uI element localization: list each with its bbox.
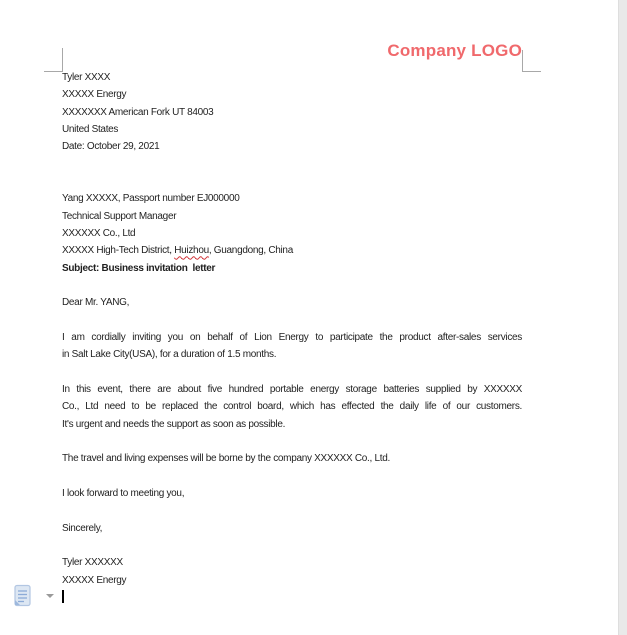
letter-line: The travel and living expenses will be borne by the company XXXXXX Co., Ltd. <box>62 453 390 465</box>
letter-line: In this event, there are about five hundred portable energy storage batteries supplied by XXXXXX <box>62 383 522 395</box>
letter-line: XXXXX High-Tech District, Huizhou, Guangdong, China <box>62 245 293 257</box>
letter-line: Tyler XXXXXX <box>62 557 123 569</box>
letter-line: I am cordially inviting you on behalf of Lion Energy to participate the product after-sales services <box>62 331 522 343</box>
letter-line: XXXXX Energy <box>62 89 127 101</box>
letter-line <box>62 277 522 294</box>
margin-crop-mark-top-left <box>44 48 63 72</box>
letter-line: XXXXXX Co., Ltd <box>62 227 136 239</box>
chevron-down-icon <box>46 594 54 598</box>
letter-line: United States <box>62 123 119 135</box>
document-icon <box>13 584 35 608</box>
paste-options-button[interactable] <box>13 584 55 610</box>
text-cursor <box>62 590 64 603</box>
letter-line: Date: October 29, 2021 <box>62 141 160 153</box>
letter-line <box>62 468 522 485</box>
letter-line: Yang XXXXX, Passport number EJ000000 <box>62 193 240 205</box>
letter-line: It's urgent and needs the support as soon as possible. <box>62 418 286 430</box>
letter-line: in Salt Lake City(USA), for a duration of 1.5 months. <box>62 349 277 361</box>
letter-line <box>62 173 522 190</box>
letter-line: Subject: Business invitation letter <box>62 262 216 274</box>
letter-line: Technical Support Manager <box>62 210 177 222</box>
letter-line <box>62 537 522 554</box>
letter-line: Sincerely, <box>62 522 103 534</box>
letter-line <box>62 433 522 450</box>
letter-line <box>62 156 522 173</box>
letter-line: XXXXXXX American Fork UT 84003 <box>62 106 214 118</box>
letter-line <box>62 502 522 519</box>
company-logo: Company LOGO <box>387 41 522 60</box>
letter-line: Co., Ltd need to be replaced the control board, which has effected the daily life of our customers. <box>62 401 522 413</box>
margin-crop-mark-top-right <box>522 50 541 72</box>
letter-line: Tyler XXXX <box>62 72 111 83</box>
letter-line <box>62 364 522 381</box>
scrollbar-track[interactable] <box>618 0 627 635</box>
letter-line <box>62 312 522 329</box>
letter-line: XXXXX Energy <box>62 574 127 586</box>
letter-line: Dear Mr. YANG, <box>62 297 130 309</box>
letter-body[interactable] <box>62 69 522 606</box>
letter-line <box>62 589 522 606</box>
letter-line: I look forward to meeting you, <box>62 487 185 499</box>
misspelled-word: Huizhou <box>174 245 209 257</box>
